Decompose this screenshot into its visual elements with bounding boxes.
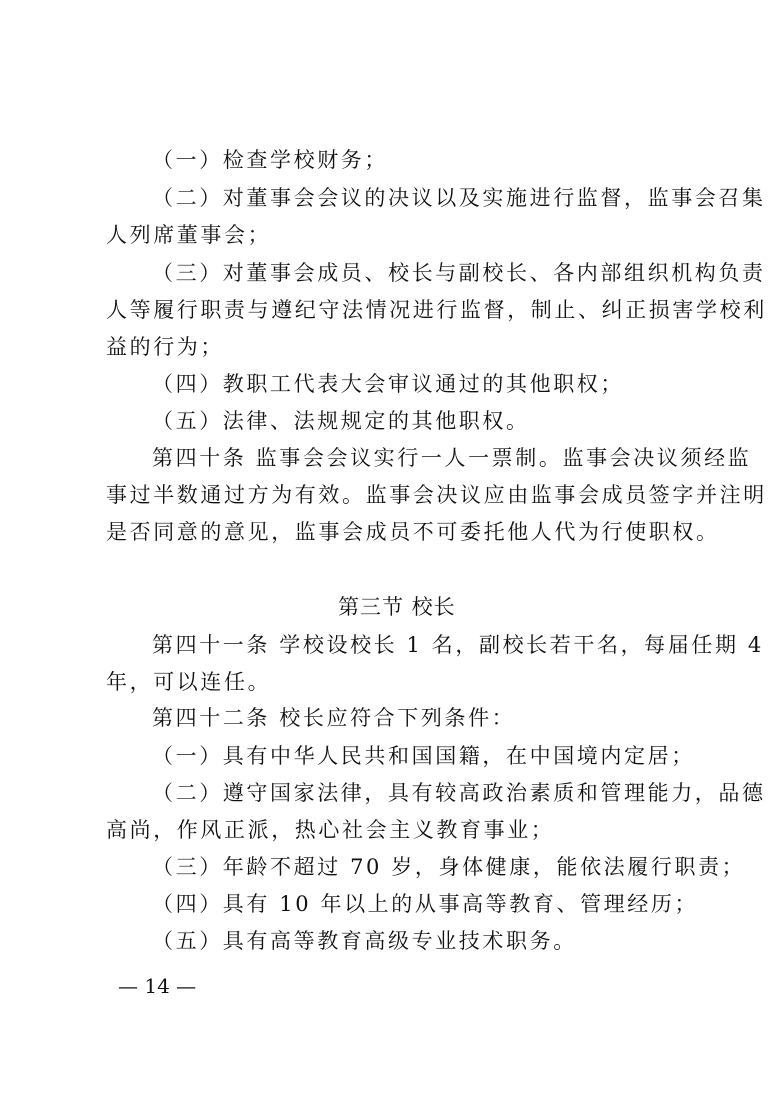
- section-title: 第三节 校长: [338, 595, 456, 619]
- text-line: 事过半数通过方为有效。监事会决议应由监事会成员签字并注明: [106, 483, 767, 507]
- text-line: 是否同意的意见，监事会成员不可委托他人代为行使职权。: [106, 520, 720, 544]
- text-line: 第四十二条 校长应符合下列条件：: [152, 706, 516, 730]
- text-line: （二）对董事会会议的决议以及实施进行监督，监事会召集: [152, 186, 766, 210]
- text-line: 第四十一条 学校设校长 1 名，副校长若干名，每届任期 4: [152, 633, 764, 657]
- text-line: （四）具有 10 年以上的从事高等教育、管理经历；: [152, 892, 699, 916]
- text-line: 高尚，作风正派，热心社会主义教育事业；: [106, 818, 555, 842]
- text-line: 年，可以连任。: [106, 670, 272, 694]
- text-line: （三）年龄不超过 70 岁，身体健康，能依法履行职责；: [152, 855, 746, 879]
- text-line: （五）法律、法规规定的其他职权。: [152, 409, 530, 433]
- text-line: （二）遵守国家法律，具有较高政治素质和管理能力，品德: [152, 781, 766, 805]
- text-line: 第四十条 监事会会议实行一人一票制。监事会决议须经监: [152, 446, 752, 470]
- text-line: （一）具有中华人民共和国国籍，在中国境内定居；: [152, 744, 695, 768]
- text-line: （三）对董事会成员、校长与副校长、各内部组织机构负责: [152, 261, 766, 285]
- text-line: （五）具有高等教育高级专业技术职务。: [152, 929, 577, 953]
- text-line: 人等履行职责与遵纪守法情况进行监督，制止、纠正损害学校利: [106, 298, 767, 322]
- page-number: — 14 —: [118, 974, 197, 998]
- text-line: （四）教职工代表大会审议通过的其他职权；: [152, 372, 624, 396]
- text-line: 人列席董事会；: [106, 223, 272, 247]
- text-line: （一）检查学校财务；: [152, 148, 388, 172]
- text-line: 益的行为；: [106, 335, 224, 359]
